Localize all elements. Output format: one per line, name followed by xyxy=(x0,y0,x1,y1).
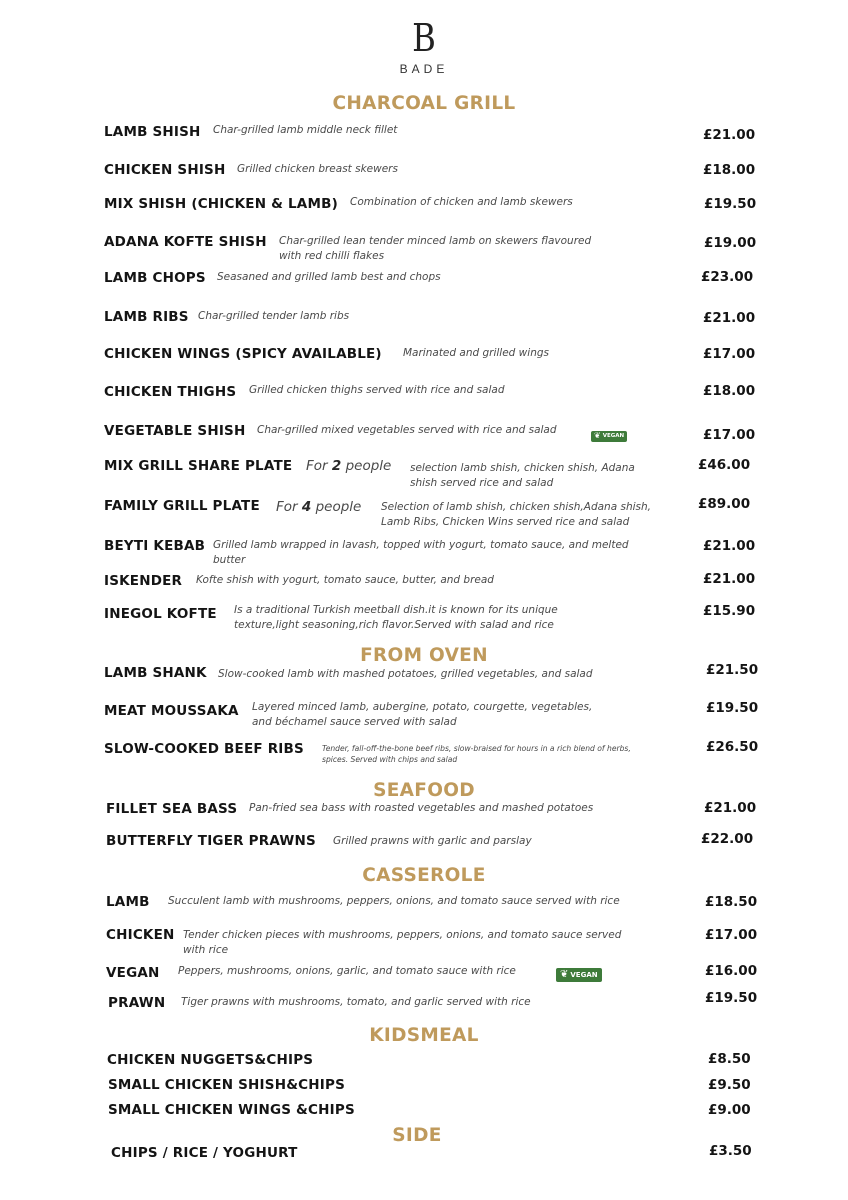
item-description: Char-grilled lamb middle neck fillet xyxy=(213,124,398,136)
item-name: LAMB SHISH xyxy=(104,124,201,140)
section-title-charcoal-grill: CHARCOAL GRILL xyxy=(332,93,516,114)
item-description-line-1: Is a traditional Turkish meetball dish.it is known for its unique xyxy=(234,604,558,616)
item-name: LAMB xyxy=(106,894,150,910)
section-title-casserole: CASSEROLE xyxy=(362,865,486,886)
section-title-seafood: SEAFOOD xyxy=(373,780,475,801)
item-description: Char-grilled mixed vegetables served with rice and salad xyxy=(257,424,557,436)
item-price: £21.00 xyxy=(703,310,756,326)
item-description: Peppers, mushrooms, onions, garlic, and tomato sauce with rice xyxy=(178,965,516,977)
item-price: £46.00 xyxy=(698,457,751,473)
item-price: £19.50 xyxy=(706,700,759,716)
item-price: £19.50 xyxy=(705,990,758,1006)
item-name: LAMB CHOPS xyxy=(104,270,206,286)
vegan-badge: ❦ VEGAN xyxy=(591,425,627,443)
item-name: CHIPS / RICE / YOGHURT xyxy=(111,1145,298,1161)
item-price: £18.50 xyxy=(705,894,758,910)
item-description-line-1: selection lamb shish, chicken shish, Adana xyxy=(410,462,635,474)
item-price: £16.00 xyxy=(705,963,758,979)
item-name: LAMB SHANK xyxy=(104,665,207,681)
item-description: Char-grilled tender lamb ribs xyxy=(198,310,350,322)
item-name: MIX GRILL SHARE PLATE xyxy=(104,458,293,474)
item-price: £21.00 xyxy=(704,800,757,816)
item-name: LAMB RIBS xyxy=(104,309,189,325)
item-description-line-2: Lamb Ribs, Chicken Wins served rice and salad xyxy=(381,516,630,528)
item-price: £21.50 xyxy=(706,662,759,678)
item-price: £18.00 xyxy=(703,383,756,399)
item-description-line-2: spices. Served with chips and salad xyxy=(322,755,458,764)
item-name: FILLET SEA BASS xyxy=(106,801,238,817)
item-description-line-1: Grilled lamb wrapped in lavash, topped with yogurt, tomato sauce, and melted xyxy=(213,539,629,551)
item-name: CHICKEN THIGHS xyxy=(104,384,237,400)
item-price: £19.00 xyxy=(704,235,757,251)
item-name: BEYTI KEBAB xyxy=(104,538,206,554)
item-description: Marinated and grilled wings xyxy=(403,347,549,359)
item-name: VEGAN xyxy=(106,965,160,981)
item-name: BUTTERFLY TIGER PRAWNS xyxy=(106,833,316,849)
item-price: £3.50 xyxy=(709,1143,752,1159)
item-name: VEGETABLE SHISH xyxy=(104,423,246,439)
item-name: CHICKEN NUGGETS&CHIPS xyxy=(107,1052,314,1068)
item-price: £22.00 xyxy=(701,831,754,847)
people-count: For 2 people xyxy=(306,458,392,474)
logo-name: BADE xyxy=(399,62,449,76)
item-description: Succulent lamb with mushrooms, peppers, onions, and tomato sauce served with rice xyxy=(168,895,620,907)
item-description: Seasaned and grilled lamb best and chops xyxy=(217,271,441,283)
item-description-line-2: with rice xyxy=(183,944,229,956)
item-description: Grilled chicken breast skewers xyxy=(237,163,398,175)
item-description: Slow-cooked lamb with mashed potatoes, grilled vegetables, and salad xyxy=(218,668,593,680)
item-price: £18.00 xyxy=(703,162,756,178)
item-price: £19.50 xyxy=(704,196,757,212)
item-price: £15.90 xyxy=(703,603,756,619)
item-name: CHICKEN WINGS (SPICY AVAILABLE) xyxy=(104,346,382,362)
item-price: £23.00 xyxy=(701,269,754,285)
item-description: Grilled chicken thighs served with rice and salad xyxy=(249,384,505,396)
section-title-from-oven: FROM OVEN xyxy=(360,645,488,666)
item-price: £26.50 xyxy=(706,739,759,755)
item-price: £17.00 xyxy=(703,346,756,362)
item-name: ADANA KOFTE SHISH xyxy=(104,234,267,250)
vegan-badge: ❦ VEGAN xyxy=(556,964,602,982)
item-price: £89.00 xyxy=(698,496,751,512)
item-description-line-2: and béchamel sauce served with salad xyxy=(252,716,457,728)
item-price: £21.00 xyxy=(703,571,756,587)
item-description: Kofte shish with yogurt, tomato sauce, butter, and bread xyxy=(196,574,494,586)
item-name: INEGOL KOFTE xyxy=(104,606,217,622)
logo-mark: B xyxy=(412,16,436,60)
item-name: SMALL CHICKEN SHISH&CHIPS xyxy=(108,1077,346,1093)
item-name: FAMILY GRILL PLATE xyxy=(104,498,260,514)
leaf-icon: ❦ xyxy=(560,969,569,980)
people-count: For 4 people xyxy=(276,499,362,515)
item-description-line-2: texture,light seasoning,rich flavor.Served with salad and rice xyxy=(234,619,554,631)
item-description-line-1: Layered minced lamb, aubergine, potato, courgette, vegetables, xyxy=(252,701,593,713)
leaf-icon: ❦ xyxy=(594,431,601,440)
item-description-line-2: with red chilli flakes xyxy=(279,250,385,262)
item-name: PRAWN xyxy=(108,995,166,1011)
item-price: £9.50 xyxy=(708,1077,751,1093)
item-name: CHICKEN SHISH xyxy=(104,162,226,178)
item-price: £17.00 xyxy=(703,427,756,443)
item-description: Combination of chicken and lamb skewers xyxy=(350,196,573,208)
item-description-line-1: Tender, fall-off-the-bone beef ribs, slow-braised for hours in a rich blend of herbs, xyxy=(322,744,631,753)
item-name: MEAT MOUSSAKA xyxy=(104,703,239,719)
section-title-side: SIDE xyxy=(392,1125,442,1146)
item-price: £21.00 xyxy=(703,538,756,554)
item-price: £21.00 xyxy=(703,127,756,143)
item-name: SMALL CHICKEN WINGS &CHIPS xyxy=(108,1102,355,1118)
item-name: CHICKEN xyxy=(106,927,175,943)
item-description-line-1: Char-grilled lean tender minced lamb on skewers flavoured xyxy=(279,235,592,247)
item-name: ISKENDER xyxy=(104,573,183,589)
item-price: £8.50 xyxy=(708,1051,751,1067)
item-description: Grilled prawns with garlic and parslay xyxy=(333,835,532,847)
item-description-line-1: Tender chicken pieces with mushrooms, peppers, onions, and tomato sauce served xyxy=(183,929,622,941)
item-description-line-1: Selection of lamb shish, chicken shish,Adana shish, xyxy=(381,501,651,513)
item-price: £9.00 xyxy=(708,1102,751,1118)
section-title-kidsmeal: KIDSMEAL xyxy=(369,1025,479,1046)
item-description-line-2: butter xyxy=(213,554,246,566)
item-name: SLOW-COOKED BEEF RIBS xyxy=(104,741,304,757)
item-name: MIX SHISH (CHICKEN & LAMB) xyxy=(104,196,338,212)
item-description: Tiger prawns with mushrooms, tomato, and garlic served with rice xyxy=(181,996,531,1008)
item-description: Pan-fried sea bass with roasted vegetables and mashed potatoes xyxy=(249,802,594,814)
item-description-line-2: shish served rice and salad xyxy=(410,477,554,489)
item-price: £17.00 xyxy=(705,927,758,943)
